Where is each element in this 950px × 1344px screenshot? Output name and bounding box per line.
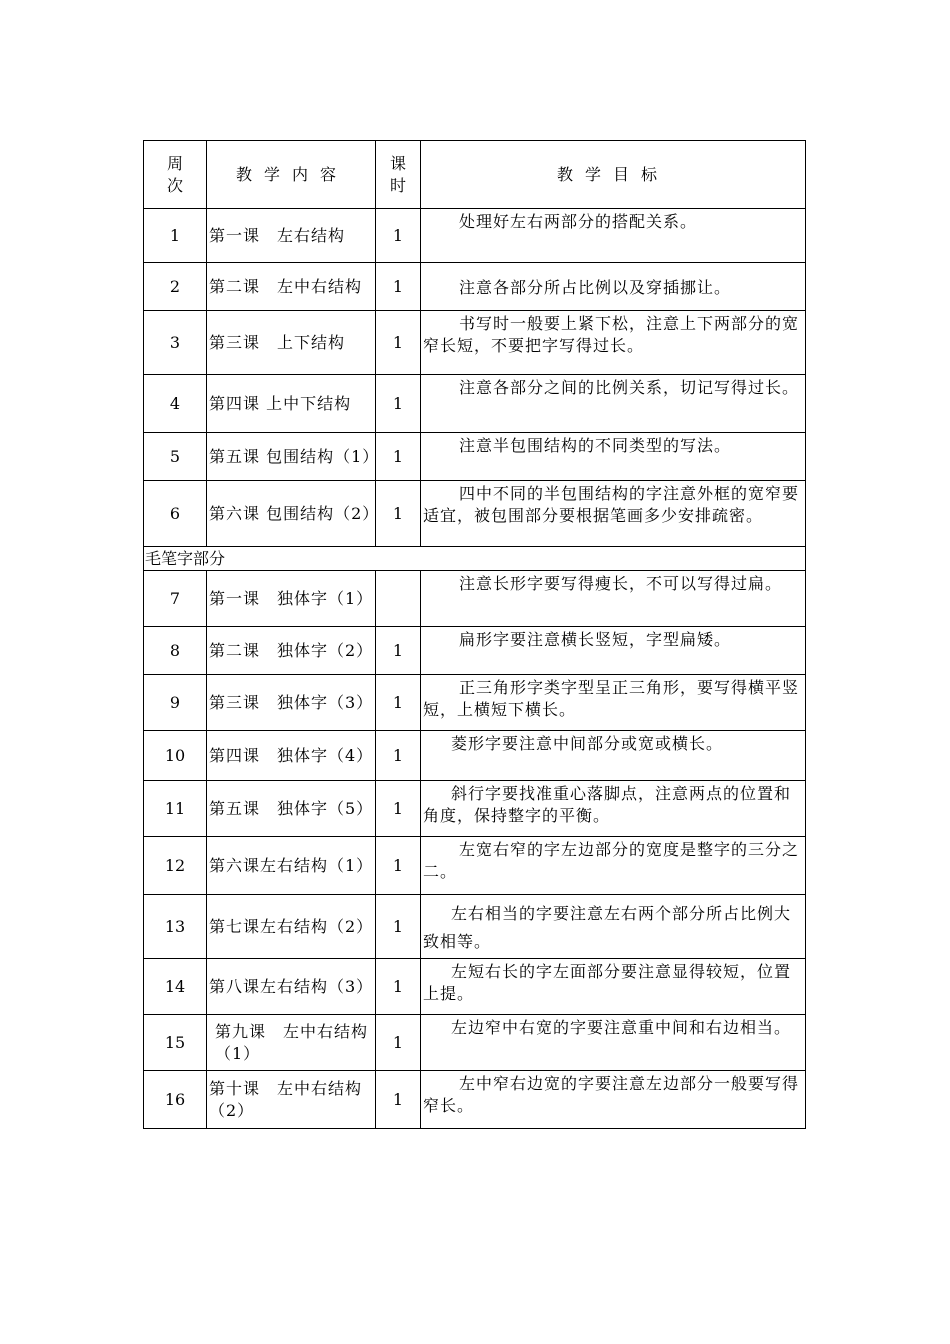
goal-cell: 书写时一般要上紧下松，注意上下两部分的宽窄长短，不要把字写得过长。 [421,311,806,375]
goal-cell: 注意半包围结构的不同类型的写法。 [421,433,806,481]
table-row [144,311,806,375]
content-cell: 第八课左右结构（3） [207,959,376,1015]
goal-cell: 处理好左右两部分的搭配关系。 [421,209,806,263]
header-goal: 教学目标 [421,141,806,209]
hours-cell: 1 [376,433,421,481]
week-cell: 5 [144,433,207,481]
week-cell: 6 [144,481,207,547]
week-cell: 9 [144,675,207,731]
table-row [144,1015,806,1071]
table-row [144,627,806,675]
header-hours: 课时 [376,141,421,209]
week-cell: 13 [144,895,207,959]
content-cell: 第七课左右结构（2） [207,895,376,959]
hours-cell: 1 [376,209,421,263]
content-cell: 第二课 独体字（2） [207,627,376,675]
goal-cell: 左宽右窄的字左边部分的宽度是整字的三分之二。 [421,837,806,895]
week-cell: 4 [144,375,207,433]
content-cell: 第三课 独体字（3） [207,675,376,731]
table-row [144,263,806,311]
table-row [144,959,806,1015]
hours-cell: 1 [376,675,421,731]
content-cell: 第二课 左中右结构 [207,263,376,311]
hours-cell [376,571,421,627]
hours-cell: 1 [376,731,421,781]
week-cell: 15 [144,1015,207,1071]
table-row [144,675,806,731]
content-cell: 第六课左右结构（1） [207,837,376,895]
goal-cell: 注意各部分之间的比例关系，切记写得过长。 [421,375,806,433]
header-row [144,141,806,209]
table-row [144,433,806,481]
hours-cell: 1 [376,781,421,837]
content-cell: 第一课 独体字（1） [207,571,376,627]
content-cell: 第一课 左右结构 [207,209,376,263]
week-cell: 14 [144,959,207,1015]
table-row [144,781,806,837]
content-cell: 第五课 独体字（5） [207,781,376,837]
goal-cell: 四中不同的半包围结构的字注意外框的宽窄要适宜，被包围部分要根据笔画多少安排疏密。 [421,481,806,547]
table-row [144,837,806,895]
goal-cell: 左短右长的字左面部分要注意显得较短，位置上提。 [421,959,806,1015]
hours-cell: 1 [376,311,421,375]
week-cell: 3 [144,311,207,375]
hours-cell: 1 [376,959,421,1015]
section-label: 毛笔字部分 [144,547,806,571]
goal-cell: 注意各部分所占比例以及穿插挪让。 [421,263,806,311]
goal-cell: 菱形字要注意中间部分或宽或横长。 [421,731,806,781]
goal-cell: 正三角形字类字型呈正三角形，要写得横平竖短，上横短下横长。 [421,675,806,731]
content-cell: 第四课 上中下结构 [207,375,376,433]
goal-cell: 左右相当的字要注意左右两个部分所占比例大致相等。 [421,895,806,959]
week-cell: 1 [144,209,207,263]
table-row [144,209,806,263]
week-cell: 10 [144,731,207,781]
table-row [144,895,806,959]
week-cell: 7 [144,571,207,627]
hours-cell: 1 [376,481,421,547]
content-cell: 第十课 左中右结构（2） [207,1071,376,1129]
hours-cell: 1 [376,375,421,433]
content-cell: 第九课 左中右结构（1） [207,1015,376,1071]
content-cell: 第三课 上下结构 [207,311,376,375]
hours-cell: 1 [376,1015,421,1071]
goal-cell: 扁形字要注意横长竖短，字型扁矮。 [421,627,806,675]
week-cell: 11 [144,781,207,837]
hours-cell: 1 [376,263,421,311]
curriculum-table-wrapper [143,140,806,1129]
week-cell: 12 [144,837,207,895]
header-week: 周次 [144,141,207,209]
curriculum-table [143,140,806,1129]
table-row [144,571,806,627]
goal-cell: 左边窄中右宽的字要注意重中间和右边相当。 [421,1015,806,1071]
hours-cell: 1 [376,895,421,959]
week-cell: 16 [144,1071,207,1129]
goal-cell: 斜行字要找准重心落脚点，注意两点的位置和角度，保持整字的平衡。 [421,781,806,837]
week-cell: 8 [144,627,207,675]
content-cell: 第五课 包围结构（1） [207,433,376,481]
table-row [144,1071,806,1129]
table-row [144,481,806,547]
hours-cell: 1 [376,627,421,675]
table-row [144,731,806,781]
week-cell: 2 [144,263,207,311]
hours-cell: 1 [376,1071,421,1129]
content-cell: 第四课 独体字（4） [207,731,376,781]
content-cell: 第六课 包围结构（2） [207,481,376,547]
goal-cell: 左中窄右边宽的字要注意左边部分一般要写得窄长。 [421,1071,806,1129]
goal-cell: 注意长形字要写得瘦长，不可以写得过扁。 [421,571,806,627]
header-content: 教学内容 [207,141,376,209]
hours-cell: 1 [376,837,421,895]
table-row [144,375,806,433]
section-row [144,547,806,571]
